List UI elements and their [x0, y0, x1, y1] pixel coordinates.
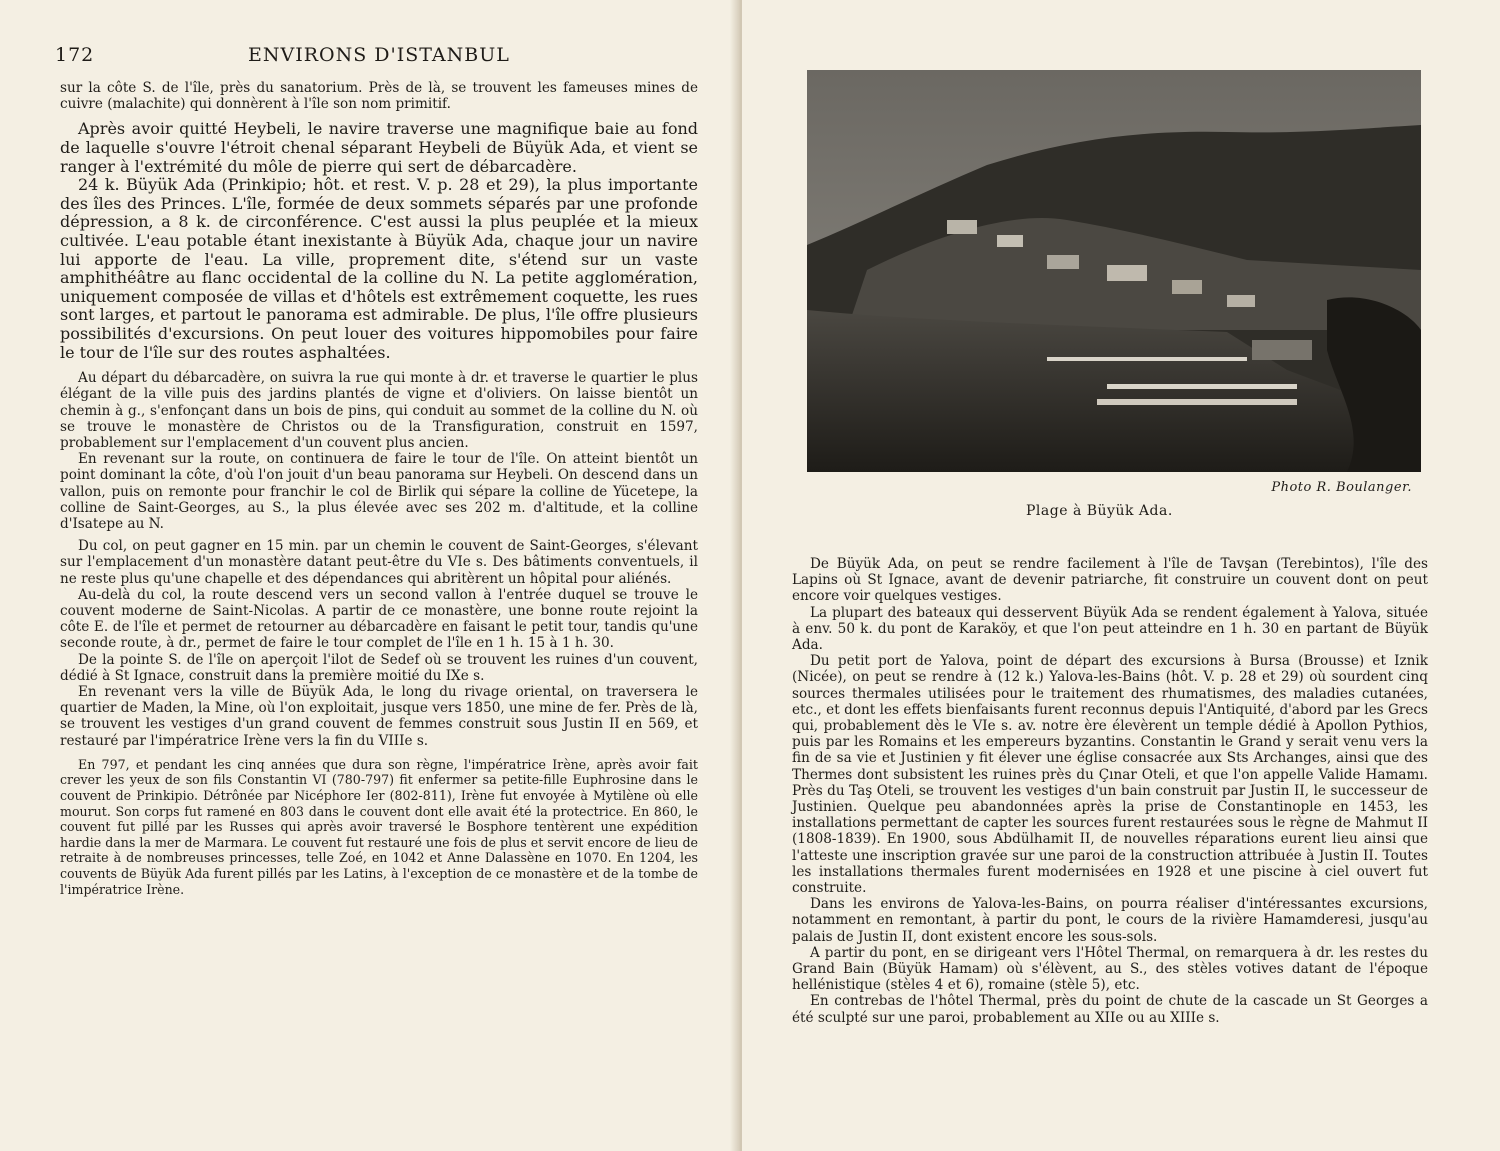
paragraph: En 797, et pendant les cinq années que dura son règne, l'impératrice Irène, après avoir fait crever les yeux de son fils Constantin VI (780-797) fit enfermer sa petite-fille Euphrosine dans le couvent de Prinkipio. Détrônée par Nicéphore Ier (802-811), Irène fut envoyée à Mytilène où elle mourut. Son corps fut ramené en 803 dans le couvent dont elle avait été la protectrice. En 860, le couvent fut pillé par les Russes qui après avoir traversé le Bosphore tentèrent une expédition hardie dans la mer de Marmara. Le couvent fut restauré une fois de plus et servit encore de lieu de retraite à de nombreuses princesses, telle Zoé, en 1042 et Anne Dalassène en 1070. En 1204, les couvents de Büyük Ada furent pillés par les Latins, à l'exception de ce monastère et de la tombe de l'impératrice Irène.: [60, 756, 698, 897]
page-number: 172: [55, 44, 95, 66]
paragraph: Après avoir quitté Heybeli, le navire traverse une magnifique baie au fond de laquelle s'ouvre l'étroit chenal séparant Heybeli de Büyük Ada, et vient se ranger à l'extrémité du môle de pierre qui sert de débarcadère.: [60, 119, 698, 176]
paragraph: 24 k. Büyük Ada (Prinkipio; hôt. et rest. V. p. 28 et 29), la plus importante des îles des Princes. L'île, formée de deux sommets séparés par une profonde dépression, a 8 k. de circonférence. C'est aussi la plus peuplée et la mieux cultivée. L'eau potable étant inexistante à Büyük Ada, chaque jour un navire lui apporte de l'eau. La ville, proprement dite, s'étend sur un vaste amphithéâtre au flanc occidental de la colline du N. La petite agglomération, uniquement composée de villas et d'hôtels est extrêmement coquette, les rues sont larges, et partout le panorama est admirable. De plus, l'île offre plusieurs possibilités d'excursions. On peut louer des voitures hippomobiles pour faire le tour de l'île sur des routes asphaltées.: [60, 175, 698, 362]
photo-credit: Photo R. Boulanger.: [1271, 480, 1412, 495]
right-text-column: [792, 556, 1428, 1026]
paragraph: La plupart des bateaux qui desservent Büyük Ada se rendent également à Yalova, située à env. 50 k. du pont de Karaköy, et que l'on peut atteindre en 1 h. 30 en partant de Büyük Ada.: [792, 604, 1428, 654]
beach-photo: [807, 70, 1421, 472]
paragraph: En contrebas de l'hôtel Thermal, près du point de chute de la cascade un St Georges a été sculpté sur une paroi, probablement au XIIe ou au XIIIe s.: [792, 993, 1428, 1026]
paragraph: De Büyük Ada, on peut se rendre facilement à l'île de Tavşan (Terebintos), l'île des Lapins où St Ignace, avant de devenir patriarche, fit construire un couvent dont on peut encore voir quelques vestiges.: [792, 556, 1428, 605]
paragraph: En revenant sur la route, on continuera de faire le tour de l'île. On atteint bientôt un point dominant la côte, d'où l'on jouit d'un beau panorama sur Heybeli. On descend dans un vallon, puis on remonte pour franchir le col de Birlik qui sépare la colline de Yücetepe, la colline de Saint-Georges, au S., la plus élevée avec ses 202 m. d'altitude, et la colline d'Isatepe au N.: [60, 451, 698, 532]
paragraph: De la pointe S. de l'île on aperçoit l'ilot de Sedef où se trouvent les ruines d'un couvent, dédié à St Ignace, construit dans la première moitié du IXe s.: [60, 651, 698, 684]
photo-caption: Plage à Büyük Ada.: [1026, 503, 1173, 519]
paragraph: En revenant vers la ville de Büyük Ada, le long du rivage oriental, on traversera le quartier de Maden, la Mine, où l'on exploitait, jusque vers 1850, une mine de fer. Près de là, se trouvent les vestiges d'un grand couvent de femmes construit sous Justin II en 569, et restauré par l'impératrice Irène vers la fin du VIIIe s.: [60, 683, 698, 749]
paragraph: Dans les environs de Yalova-les-Bains, on pourra réaliser d'intéressantes excursions, notamment en remontant, à partir du pont, le cours de la rivière Hamamderesi, jusqu'au palais de Justin II, dont existent encore les sous-sols.: [792, 896, 1428, 945]
paragraph: Au départ du débarcadère, on suivra la rue qui monte à dr. et traverse le quartier le plus élégant de la ville puis des jardins plantés de vigne et d'oliviers. On laisse bientôt un chemin à g., s'enfonçant dans un bois de pins, qui conduit au sommet de la colline du N. où se trouve le monastère de Christos ou de la Transfiguration, construit en 1597, probablement sur l'emplacement d'un couvent plus ancien.: [60, 370, 698, 451]
paragraph: Du petit port de Yalova, point de départ des excursions à Bursa (Brousse) et Iznik (Nicée), on peut se rendre à (12 k.) Yalova-les-Bains (hôt. V. p. 28 et 29) où sourdent cinq sources thermales utilisées pour le traitement des rhumatismes, des maladies cutanées, etc., et dont les effets bienfaisants furent reconnus depuis l'Antiquité, d'abord par les Grecs qui, probablement dès le VIe s. av. notre ère élevèrent un temple dédié à Apollon Pythios, puis par les Romains et les empereurs byzantins. Constantin le Grand y serait venu vers la fin de sa vie et Justinien y fit élever une église consacrée aux Sts Archanges, ainsi que des Thermes dont subsistent les ruines près du Çınar Oteli, et que l'on appelle Valide Hamamı. Près du Taş Oteli, se trouvent les vestiges d'un bain construit par Justin II, le successeur de Justinien. Quelque peu abandonnées après la prise de Constantinople en 1453, les installations permettant de capter les sources furent restaurées sous le règne de Mahmut II (1808-1839). En 1900, sous Abdülhamit II, de nouvelles réparations eurent lieu ainsi que l'atteste une inscription gravée sur une paroi de la construction attribuée à Justin II. Toutes les installations thermales furent modernisées en 1928 et une piscine à ciel ouvert fut construite.: [792, 653, 1429, 897]
paragraph: A partir du pont, en se dirigeant vers l'Hôtel Thermal, on remarquera à dr. les restes du Grand Bain (Büyük Hamam) où s'élèvent, au S., des stèles votives datant de l'époque hellénistique (stèles 4 et 6), romaine (stèle 5), etc.: [792, 944, 1428, 994]
right-page: [742, 0, 1500, 1151]
left-page: [0, 0, 738, 1151]
paragraph: Du col, on peut gagner en 15 min. par un chemin le couvent de Saint-Georges, s'élevant sur l'emplacement d'un monastère datant peut-être du VIe s. Des bâtiments conventuels, il ne reste plus qu'une chapelle et des dépendances qui abritèrent un hôpital pour aliénés.: [60, 538, 698, 587]
left-text-column: [60, 80, 698, 897]
paragraph: sur la côte S. de l'île, près du sanatorium. Près de là, se trouvent les fameuses mines de cuivre (malachite) qui donnèrent à l'île son nom primitif.: [60, 80, 698, 113]
running-head: [55, 44, 695, 68]
running-title: ENVIRONS D'ISTANBUL: [248, 44, 510, 66]
paragraph: Au-delà du col, la route descend vers un second vallon à l'entrée duquel se trouve le couvent moderne de Saint-Nicolas. A partir de ce monastère, une bonne route rejoint la côte E. de l'île et permet de retourner au débarcadère en faisant le petit tour, tandis qu'une seconde route, à dr., permet de faire le tour complet de l'île en 1 h. 15 à 1 h. 30.: [60, 586, 698, 652]
